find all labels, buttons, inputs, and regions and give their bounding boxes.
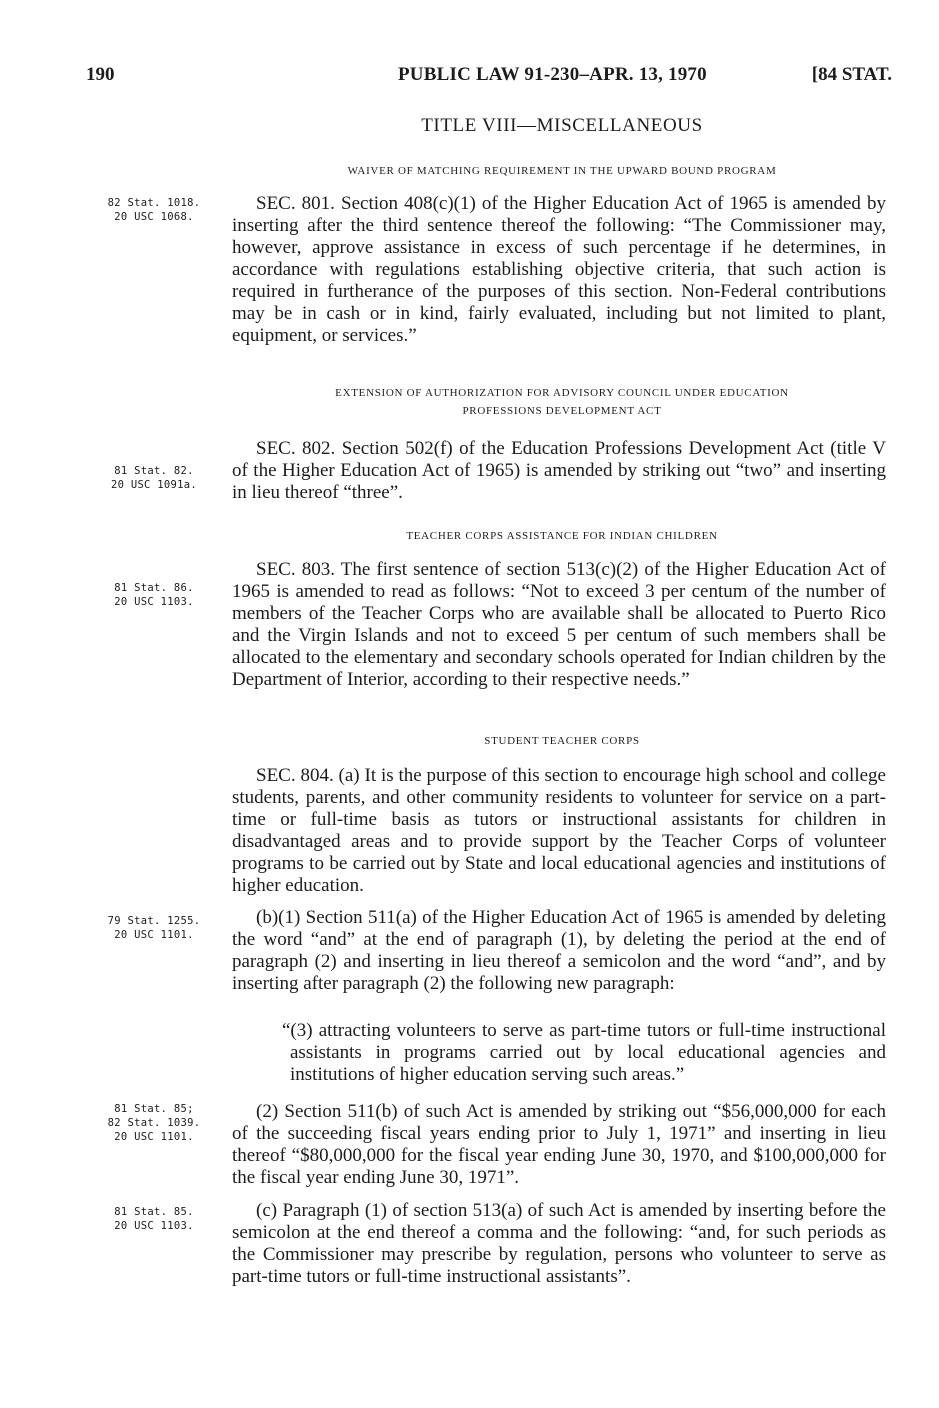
page-number: 190 bbox=[86, 64, 115, 85]
section-804a-text: SEC. 804. (a) It is the purpose of this section to encourage high school and college students, parents, and other community residents to volunteer for service on a part-time or full-time basis as tutors or instructional assistants for children in disadvantaged areas and to provide support by the Teacher Corps of volunteer programs to be carried out by State and local educational agencies and institutions of higher education. bbox=[232, 765, 886, 896]
section-801-text: SEC. 801. Section 408(c)(1) of the Higher Education Act of 1965 is amended by inserting after the third sentence thereof the following: “The Commissioner may, however, approve assistance in excess of such percentage if he determines, in accordance with regulations establishing objective criteria, that such action is required in furtherance of the purposes of this section. Non-Federal contributions may be in cash or in kind, fairly evaluated, including but not limited to plant, equipment, or services.” bbox=[232, 193, 886, 346]
section-heading-line: EXTENSION OF AUTHORIZATION FOR ADVISORY COUNCIL UNDER EDUCATION bbox=[335, 387, 789, 399]
margin-note-line: 20 USC 1103. bbox=[114, 596, 194, 608]
section-803-text: SEC. 803. The first sentence of section 513(c)(2) of the Higher Education Act of 1965 is amended to read as follows: “Not to exceed 3 per centum of the number of members of the Teacher Corps who are available shall be allocated to Puerto Rico and the Virgin Islands and not to exceed 5 per centum of such members shall be allocated to the elementary and secondary schools operated for Indian children by the Department of Interior, according to their respective needs.” bbox=[232, 559, 886, 690]
margin-note-line: 81 Stat. 86. bbox=[114, 582, 194, 594]
section-heading-801: WAIVER OF MATCHING REQUIREMENT IN THE UPWARD BOUND PROGRAM bbox=[347, 165, 777, 177]
margin-note-802 bbox=[90, 464, 218, 492]
margin-note-line: 81 Stat. 82. bbox=[114, 465, 194, 477]
section-804b2-text: (2) Section 511(b) of such Act is amended by striking out “$56,000,000 for each of the succeeding fiscal years ending prior to July 1, 1971” and inserting in lieu thereof “$80,000,000 for the fiscal year ending June 30, 1970, and $100,000,000 for the fiscal year ending June 30, 1971”. bbox=[232, 1101, 886, 1188]
section-heading-line: PROFESSIONS DEVELOPMENT ACT bbox=[462, 405, 662, 417]
margin-note-line: 20 USC 1068. bbox=[114, 211, 194, 223]
section-804c-text: (c) Paragraph (1) of section 513(a) of such Act is amended by inserting before the semicolon at the end thereof a comma and the following: “and, for such periods as the Commissioner may prescribe by regulation, persons who volunteer to serve as part-time tutors or full-time instructional assistants”. bbox=[232, 1200, 886, 1287]
margin-note-804c bbox=[90, 1205, 218, 1233]
volume-reference: [84 STAT. bbox=[811, 64, 892, 85]
margin-note-801 bbox=[90, 196, 218, 224]
margin-note-804b2 bbox=[90, 1102, 218, 1144]
margin-note-803 bbox=[90, 581, 218, 609]
margin-note-line: 20 USC 1091a. bbox=[110, 479, 198, 491]
section-804-quoted-paragraph: “(3) attracting volunteers to serve as part-time tutors or full-time instructional assistants in programs carried out by local educational agencies and institutions of higher education serving such areas.” bbox=[282, 1020, 886, 1085]
section-heading-804: STUDENT TEACHER CORPS bbox=[484, 735, 640, 747]
margin-note-line: 82 Stat. 1039. bbox=[107, 1117, 201, 1129]
section-heading-803: TEACHER CORPS ASSISTANCE FOR INDIAN CHILDREN bbox=[406, 530, 718, 542]
section-heading-802 bbox=[232, 384, 892, 420]
margin-note-line: 82 Stat. 1018. bbox=[107, 197, 201, 209]
margin-note-line: 81 Stat. 85; bbox=[114, 1103, 194, 1115]
title-heading: TITLE VIII—MISCELLANEOUS bbox=[421, 115, 703, 136]
margin-note-line: 20 USC 1101. bbox=[114, 929, 194, 941]
section-804b1-text: (b)(1) Section 511(a) of the Higher Education Act of 1965 is amended by deleting the word “and” at the end of paragraph (1), by deleting the period at the end of paragraph (2) and inserting in lieu thereof a semicolon and the word “and”, and by inserting after paragraph (2) the following new paragraph: bbox=[232, 907, 886, 994]
margin-note-line: 20 USC 1103. bbox=[114, 1220, 194, 1232]
page-header bbox=[86, 64, 892, 94]
running-head: PUBLIC LAW 91-230–APR. 13, 1970 bbox=[398, 64, 707, 85]
margin-note-line: 79 Stat. 1255. bbox=[107, 915, 201, 927]
margin-note-804b1 bbox=[90, 914, 218, 942]
margin-note-line: 20 USC 1101. bbox=[114, 1131, 194, 1143]
margin-note-line: 81 Stat. 85. bbox=[114, 1206, 194, 1218]
section-802-text: SEC. 802. Section 502(f) of the Education Professions Development Act (title V of the Higher Education Act of 1965) is amended by striking out “two” and inserting in lieu thereof “three”. bbox=[232, 438, 886, 503]
